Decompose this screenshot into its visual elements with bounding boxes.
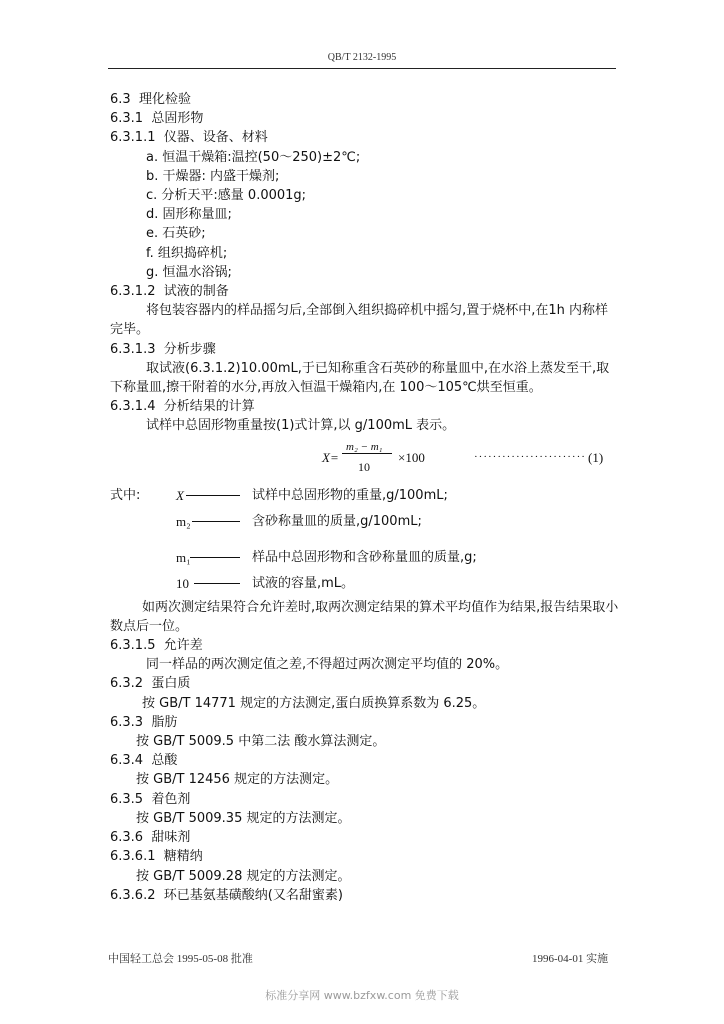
dash-line bbox=[190, 557, 240, 558]
section-heading: 6.3.1.2 试液的制备 bbox=[110, 284, 229, 300]
section-heading: 6.3 理化检验 bbox=[110, 92, 191, 107]
paragraph: 如两次测定结果符合允许差时,取两次测定结果的算术平均值作为结果,报告结果取小数点后一位。 bbox=[110, 599, 619, 634]
paragraph: 按 GB/T 5009.35 规定的方法测定。 bbox=[136, 810, 351, 826]
paragraph: 按 GB/T 5009.28 规定的方法测定。 bbox=[136, 868, 351, 884]
section-heading: 6.3.4 总酸 bbox=[110, 753, 178, 769]
header-rule bbox=[108, 68, 616, 69]
fraction-bar bbox=[342, 453, 392, 454]
variable-symbol: 10 bbox=[176, 575, 189, 591]
formula-multiplier: ×100 bbox=[398, 449, 425, 465]
section-heading: 6.3.5 着色剂 bbox=[110, 791, 191, 807]
section-heading: 6.3.1.5 允许差 bbox=[110, 638, 203, 654]
standard-number: QB/T 2132-1995 bbox=[327, 52, 397, 63]
section-heading: 6.3.1.4 分析结果的计算 bbox=[110, 399, 255, 415]
list-item: e. 石英砂; bbox=[146, 226, 206, 242]
paragraph: 取试液(6.3.1.2)10.00mL,于已知称重含石英砂的称量皿中,在水浴上蒸发至干,取下称量皿,擦干附着的水分,再放入恒温干燥箱内,在 100～105℃烘至恒重。 bbox=[110, 360, 610, 396]
where-label: 式中: bbox=[110, 487, 141, 503]
dash-line bbox=[186, 495, 240, 496]
section-heading: 6.3.1.3 分析步骤 bbox=[110, 341, 216, 357]
dash-line bbox=[194, 583, 240, 584]
watermark-link[interactable]: 标准分享网 www.bzfxw.com 免费下载 bbox=[265, 989, 459, 1002]
paragraph: 试样中总固形物重量按(1)式计算,以 g/100mL 表示。 bbox=[146, 418, 456, 434]
variable-symbol: X bbox=[176, 487, 184, 503]
section-heading: 6.3.6.2 环已基氨基磺酸纳(又名甜蜜素) bbox=[110, 887, 343, 903]
variable-description: 试液的容量,mL。 bbox=[252, 575, 355, 591]
variable-description: 试样中总固形物的重量,g/100mL; bbox=[252, 487, 448, 503]
list-item: d. 固形称量皿; bbox=[146, 207, 232, 223]
list-item: b. 干燥器: 内盛干燥剂; bbox=[146, 168, 280, 184]
list-item: a. 恒温干燥箱:温控(50～250)±2℃; bbox=[146, 149, 361, 165]
approval-note: 中国轻工总会 1995-05-08 批准 bbox=[108, 953, 253, 965]
dash-line bbox=[192, 521, 240, 522]
equation-number: (1) bbox=[588, 449, 604, 465]
variable-description: 含砂称量皿的质量,g/100mL; bbox=[252, 513, 422, 529]
paragraph: 按 GB/T 12456 规定的方法测定。 bbox=[136, 772, 339, 788]
section-heading: 6.3.6 甜味剂 bbox=[110, 830, 191, 846]
section-heading: 6.3.3 脂肪 bbox=[110, 714, 178, 730]
section-heading: 6.3.1 总固形物 bbox=[110, 111, 204, 127]
list-item: f. 组织捣碎机; bbox=[146, 245, 228, 261]
variable-symbol: m₂ bbox=[176, 513, 191, 529]
document-body bbox=[110, 90, 620, 905]
paragraph: 将包装容器内的样品摇匀后,全部倒入组织捣碎机中摇匀,置于烧杯中,在1h 内称样完毕。 bbox=[110, 303, 609, 338]
formula-denominator: 10 bbox=[358, 459, 370, 474]
variable-definitions bbox=[110, 486, 620, 598]
list-item: g. 恒温水浴锅; bbox=[146, 264, 232, 280]
section-heading: 6.3.6.1 糖精纳 bbox=[110, 849, 203, 865]
paragraph: 按 GB/T 5009.5 中第二法 酸水算法测定。 bbox=[136, 734, 386, 750]
list-item: c. 分析天平:感量 0.0001g; bbox=[146, 188, 307, 204]
section-heading: 6.3.1.1 仪器、设备、材料 bbox=[110, 130, 268, 146]
variable-symbol: m₁ bbox=[176, 549, 191, 565]
variable-description: 样品中总固形物和含砂称量皿的质量,g; bbox=[252, 549, 477, 565]
paragraph: 同一样品的两次测定值之差,不得超过两次测定平均值的 20%。 bbox=[146, 657, 509, 673]
dot-leader: ························ bbox=[474, 450, 586, 463]
paragraph: 按 GB/T 14771 规定的方法测定,蛋白质换算系数为 6.25。 bbox=[142, 695, 486, 711]
formula-lhs: X= bbox=[322, 449, 339, 465]
formula-numerator: m₂ − m₁ bbox=[346, 440, 383, 453]
formula-block bbox=[110, 438, 620, 482]
section-heading: 6.3.2 蛋白质 bbox=[110, 676, 191, 692]
effective-date: 1996-04-01 实施 bbox=[532, 953, 609, 965]
